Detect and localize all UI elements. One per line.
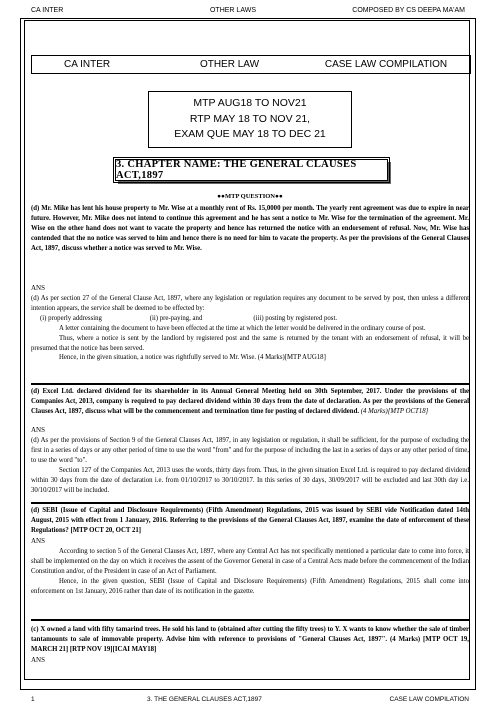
exam-range-box bbox=[148, 91, 352, 148]
question-4-number: (c) bbox=[31, 626, 39, 633]
title-bar-center: OTHER LAW bbox=[199, 59, 260, 70]
answer-1-list bbox=[31, 314, 469, 324]
question-2 bbox=[31, 387, 469, 417]
question-2-ans-label: ANS bbox=[31, 426, 46, 434]
answer-1-intro: As per section 27 of the General Clause Act, 1897, where any legislation or regulation requires any document to be served by post, then unless a different intention appears, the service shall be deemed to be effected by: bbox=[31, 295, 470, 312]
question-3-text: SEBI (Issue of Capital and Disclosure Requirements) (Fifth Amendment) Regulations, 2015 was issued by SEBI vide Notification dated 14th August, 2015 with effect from 1 January, 2016. Referring to the provisions of the General Clauses Act, 1897, examine the date of enforcement of these Regulations? [MTP OCT 20, OCT 21] bbox=[31, 507, 469, 534]
question-1-ans-label: ANS bbox=[31, 284, 46, 292]
footer-right: CASE LAW COMPILATION bbox=[389, 696, 469, 703]
question-4-ans-label: ANS bbox=[31, 656, 46, 664]
divider-1 bbox=[31, 383, 469, 385]
page-number: 1 bbox=[31, 696, 35, 703]
title-bar-right: CASE LAW COMPILATION bbox=[324, 59, 448, 70]
footer-title: 3. THE GENERAL CLAUSES ACT,1897 bbox=[147, 696, 262, 703]
title-bar-left: CA INTER bbox=[64, 59, 111, 70]
question-4 bbox=[31, 625, 469, 655]
answer-3-para-2: Hence, in the given question, SEBI (Issue of Capital and Disclosure Requirements) (Fifth Amendment) Regulations, 2015 shall come into enforcement on 1st January, 2016 rather than date of its notification in the gazette. bbox=[31, 577, 469, 595]
question-3-number: (d) bbox=[31, 507, 40, 514]
answer-1-item-1: (i) properly addressing bbox=[40, 314, 102, 322]
page-footer bbox=[31, 696, 469, 703]
answer-2 bbox=[31, 436, 469, 495]
title-bar bbox=[31, 55, 471, 74]
exam-range-line-1: MTP AUG18 TO NOV21 bbox=[193, 97, 307, 109]
answer-1-number: (d) bbox=[31, 295, 39, 302]
answer-1 bbox=[31, 294, 469, 363]
running-header-right: COMPOSED BY CS DEEPA MA'AM bbox=[352, 6, 465, 14]
question-2-tag: (4 Marks)[MTP OCT18] bbox=[360, 407, 429, 415]
answer-1-para-2: A letter containing the document to have been effected at the time at which the letter would be delivered in the ordinary course of post. bbox=[59, 324, 426, 332]
divider-2 bbox=[31, 502, 469, 504]
exam-range-line-3: EXAM QUE MAY 18 TO DEC 21 bbox=[174, 128, 326, 140]
answer-3-intro: According to section 5 of the General Clauses Act, 1897, where any Central Act has not specifically mentioned a particular date to come into force, it shall be implemented on the day on which it receives the assent of the Governor General in case of a Central Acts made before the commencement of the Indian Constitution and/or, of the President in case of an Act of Parliament. bbox=[31, 548, 469, 575]
answer-2-intro: As per the provisions of Section 9 of the General Clauses Act, 1897, in any legislation or regulation, it shall be sufficient, for the purpose of excluding the first in a series of days or any other period of time to use the word "from" and for the purpose of including the last in a series of days or any other period of time, to use the word "to". bbox=[31, 437, 470, 464]
answer-3 bbox=[31, 547, 469, 597]
question-1-number: (d) bbox=[31, 205, 40, 212]
question-4-text: X owned a land with fifty tamarind trees. He sold his land to (obtained after cutting the fifty trees) to Y. X wants to know whether the sale of timber tantamounts to sale of immovable property. Advise him with reference to provisions of "General Clauses Act, 1897". (4 Marks) [MTP OCT 19, MARCH 21] [RTP NOV 19][ICAI MAY18] bbox=[31, 626, 469, 653]
section-heading: ●●MTP QUESTION●● bbox=[217, 193, 283, 200]
chapter-title: 3. CHAPTER NAME: THE GENERAL CLAUSES ACT,1897 bbox=[115, 159, 388, 181]
exam-range-line-2: RTP MAY 18 TO NOV 21, bbox=[189, 112, 311, 125]
divider-3 bbox=[31, 619, 469, 621]
running-header-left: CA INTER bbox=[31, 6, 64, 14]
answer-1-item-2: (ii) pre-paying, and bbox=[149, 314, 203, 322]
answer-1-para-4: Hence, in the given situation, a notice was rightfully served to Mr. Wise. (4 Marks)[MTP AUG18] bbox=[59, 354, 326, 362]
running-header bbox=[31, 3, 465, 17]
question-3 bbox=[31, 506, 469, 536]
question-2-number: (d) bbox=[31, 388, 40, 395]
answer-2-number: (d) bbox=[31, 437, 39, 444]
question-1-text: Mr. Mike has lent his house property to Mr. Wise at a monthly rent of Rs. 15,0000 per month. The yearly rent agreement was due to expire in near future. However, Mr. Mike does not intend to continue this agreement and he has sent a notice to Mr. Wise for the termination of the agreement. Mr. Wise on the other hand does not want to vacate the property and hence has returned the notice with an endorsement of refusal. Now, Mr. Wise has contended that the no notice was served to him and hence there is no need for him to vacate the property. As per the provisions of the General Clauses Act, 1897, discuss whether a notice was served to Mr. Wise. bbox=[31, 205, 469, 252]
answer-2-para-2: Section 127 of the Companies Act, 2013 uses the words, thirty days from. Thus, in the given situation Excel Ltd. is required to pay declared dividend within 30 days from the date of declaration i.e. from 01/10/2017 to 30/10/2017. In this series of 30 days, 30/09/2017 will be excluded and last 30th day i.e. 30/10/2017 will be included. bbox=[31, 466, 469, 494]
question-2-text: Excel Ltd. declared dividend for its shareholder in its Annual General Meeting held on 30th September, 2017. Under the provisions of the Companies Act, 2013, company is required to pay declared dividend within 30 days from the date of declaration. As per the provisions of the General Clauses Act, 1897, discuss what will be the commencement and termination time for posting of declared dividend. bbox=[31, 388, 469, 415]
running-header-center: OTHER LAWS bbox=[209, 6, 257, 14]
question-1 bbox=[31, 204, 469, 254]
answer-1-item-3: (iii) posting by registered post. bbox=[253, 314, 338, 322]
question-3-ans-label: ANS bbox=[31, 537, 46, 545]
answer-1-para-3: Thus, where a notice is sent by the landlord by registered post and the same is returned by the tenant with an endorsement of refusal, it will be presumed that the notice has been served. bbox=[31, 334, 469, 352]
